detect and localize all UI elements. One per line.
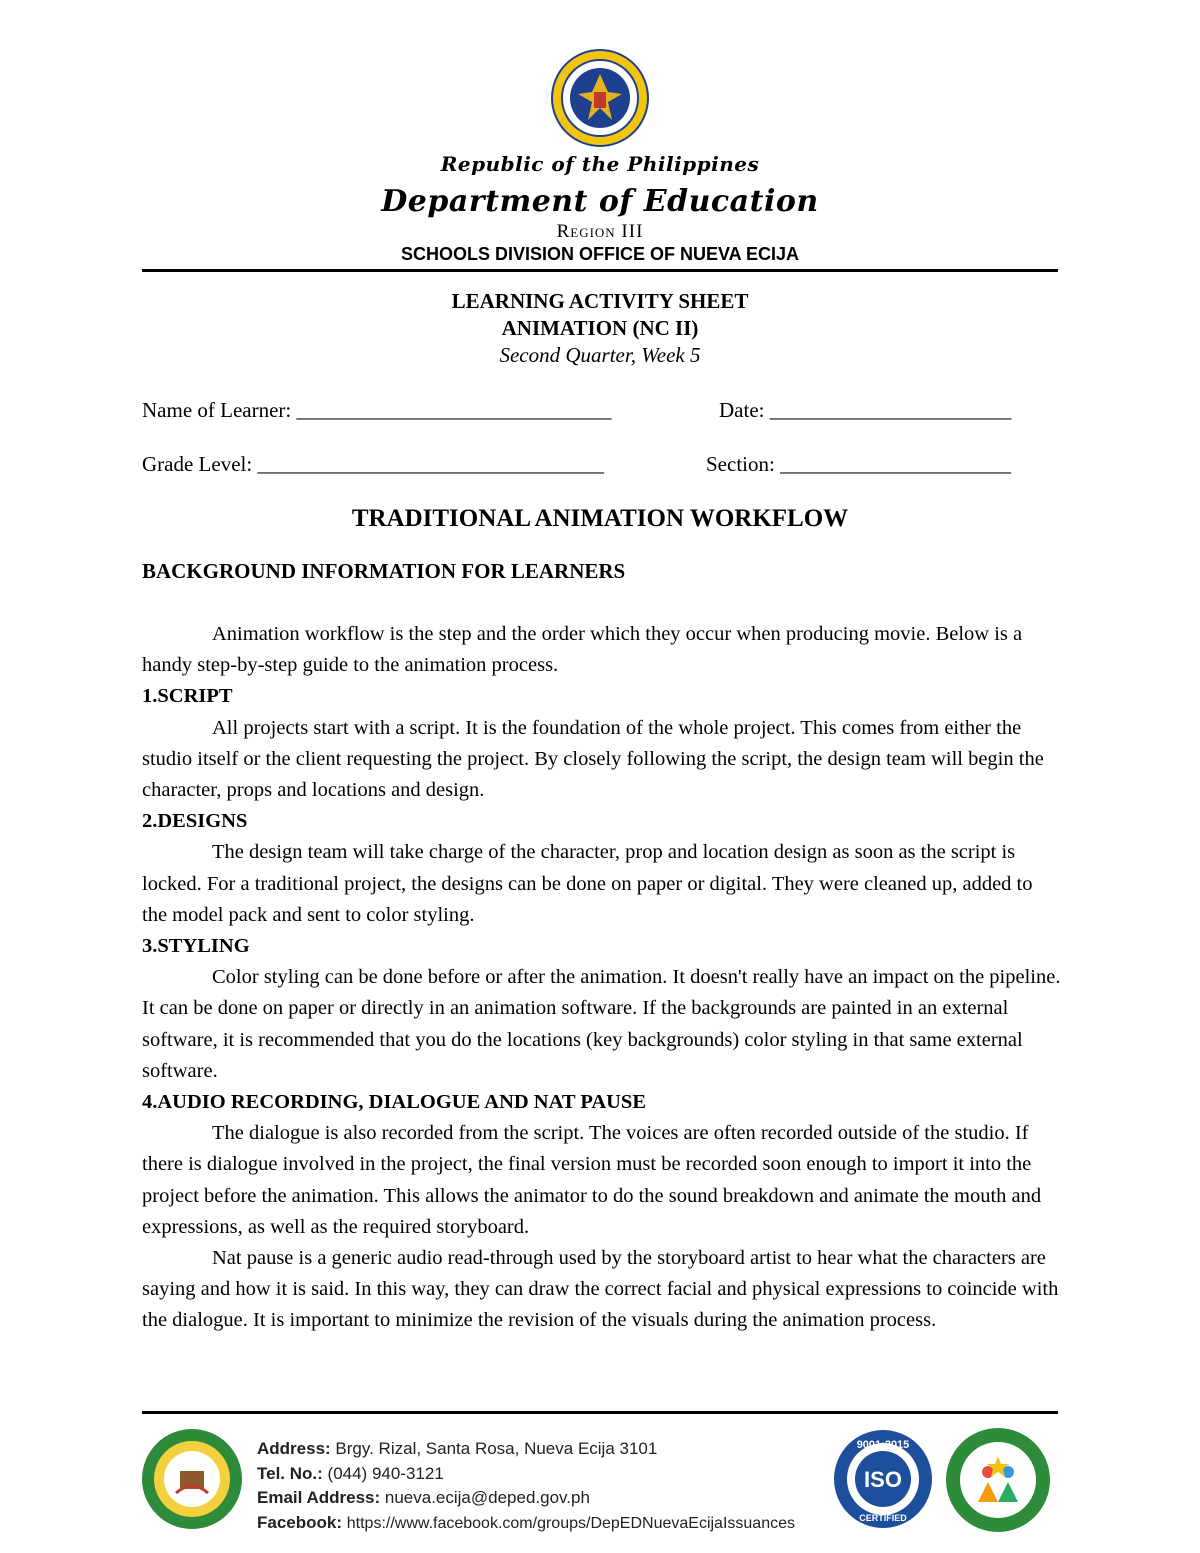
tel-line xyxy=(257,1462,795,1487)
iso-certified-logo xyxy=(832,1428,934,1530)
iso-year-text: 9001:2015 xyxy=(856,1439,910,1451)
footer-contact xyxy=(257,1437,795,1536)
step-body-audio-1: The dialogue is also recorded from the script. The voices are often recorded outside of the studio. If there is dialogue involved in the project, the final version must be recorded soon enough to import it into the project before the animation. This allows the animator to do the sound breakdown and animate the mouth and expressions, as well as the required storyboard. xyxy=(142,1122,1042,1238)
step-body-script: All projects start with a script. It is the foundation of the whole project. This comes from either the studio itself or the client requesting the project. By closely following the script, the design team will begin the character, props and locations and design. xyxy=(142,716,1044,802)
intro-paragraph: Animation workflow is the step and the order which they occur when producing movie. Below is a handy step-by-step guide to the animation process. xyxy=(142,623,1023,677)
step-body-designs: The design team will take charge of the character, prop and location design as soon as the script is locked. For a traditional project, the designs can be done on paper or digital. They were cleaned up, added to the model pack and sent to color styling. xyxy=(142,841,1033,926)
step-heading-designs: 2.DESIGNS xyxy=(142,810,248,833)
grade-level-field[interactable]: Grade Level: _________________________________ xyxy=(142,452,604,476)
step-body-styling: Color styling can be done before or after the animation. It doesn't really have an impact on the pipeline. It can be done on paper or directly in an animation software. If the backgrounds are painted in an external software, it is recommended that you do the locations (key backgrounds) color styling in that same external software. xyxy=(142,966,1061,1082)
sheet-title: LEARNING ACTIVITY SHEET xyxy=(451,289,749,313)
sheet-quarter: Second Quarter, Week 5 xyxy=(499,343,701,367)
republic-text: Republic of the Philippines xyxy=(440,152,760,176)
tel-label: Tel. No.: xyxy=(257,1463,323,1483)
tel-value: (044) 940-3121 xyxy=(327,1463,444,1483)
step-heading-styling: 3.STYLING xyxy=(142,935,250,958)
iso-text: ISO xyxy=(864,1467,902,1492)
body-text xyxy=(142,619,1062,1337)
learner-name-field[interactable]: Name of Learner: ______________________________ xyxy=(142,398,612,422)
email-link[interactable]: nueva.ecija@deped.gov.ph xyxy=(384,1488,590,1507)
background-heading: BACKGROUND INFORMATION FOR LEARNERS xyxy=(142,559,626,583)
address-line xyxy=(257,1437,795,1462)
section-field[interactable]: Section: ______________________ xyxy=(706,452,1012,476)
address-label: Address: xyxy=(257,1439,331,1458)
sheet-subject: ANIMATION (NC II) xyxy=(501,316,699,340)
date-field[interactable]: Date: _______________________ xyxy=(719,398,1012,422)
step-heading-audio: 4.AUDIO RECORDING, DIALOGUE AND NAT PAUSE xyxy=(142,1091,647,1114)
region-text: Region III xyxy=(556,221,644,242)
header-divider xyxy=(142,269,1058,272)
facebook-line xyxy=(257,1511,795,1537)
email-line xyxy=(257,1486,795,1511)
step-body-audio-2: Nat pause is a generic audio read-through used by the storyboard artist to hear what the characters are saying and how it is said. In this way, they can draw the correct facial and physical expressions to coincide with the dialogue. It is important to minimize the revision of the visuals during the animation process. xyxy=(142,1247,1059,1332)
step-heading-script: 1.SCRIPT xyxy=(142,685,233,708)
facebook-link[interactable]: https://www.facebook.com/groups/DepEDNuevaEcijaIssuances xyxy=(346,1514,795,1532)
facebook-label: Facebook: xyxy=(257,1512,343,1532)
division-text: SCHOOLS DIVISION OFFICE OF NUEVA ECIJA xyxy=(400,244,800,264)
email-label: Email Address: xyxy=(257,1488,381,1507)
sdo-nueva-ecija-logo xyxy=(140,1427,244,1531)
department-text: Department of Education xyxy=(381,184,819,219)
child-friendly-schools-logo xyxy=(944,1426,1052,1534)
deped-seal-logo xyxy=(550,48,650,148)
footer-divider xyxy=(142,1411,1058,1414)
iso-certified-text: CERTIFIED xyxy=(859,1513,907,1523)
main-title: TRADITIONAL ANIMATION WORKFLOW xyxy=(351,505,849,532)
address-value: Brgy. Rizal, Santa Rosa, Nueva Ecija 3101 xyxy=(335,1439,658,1458)
